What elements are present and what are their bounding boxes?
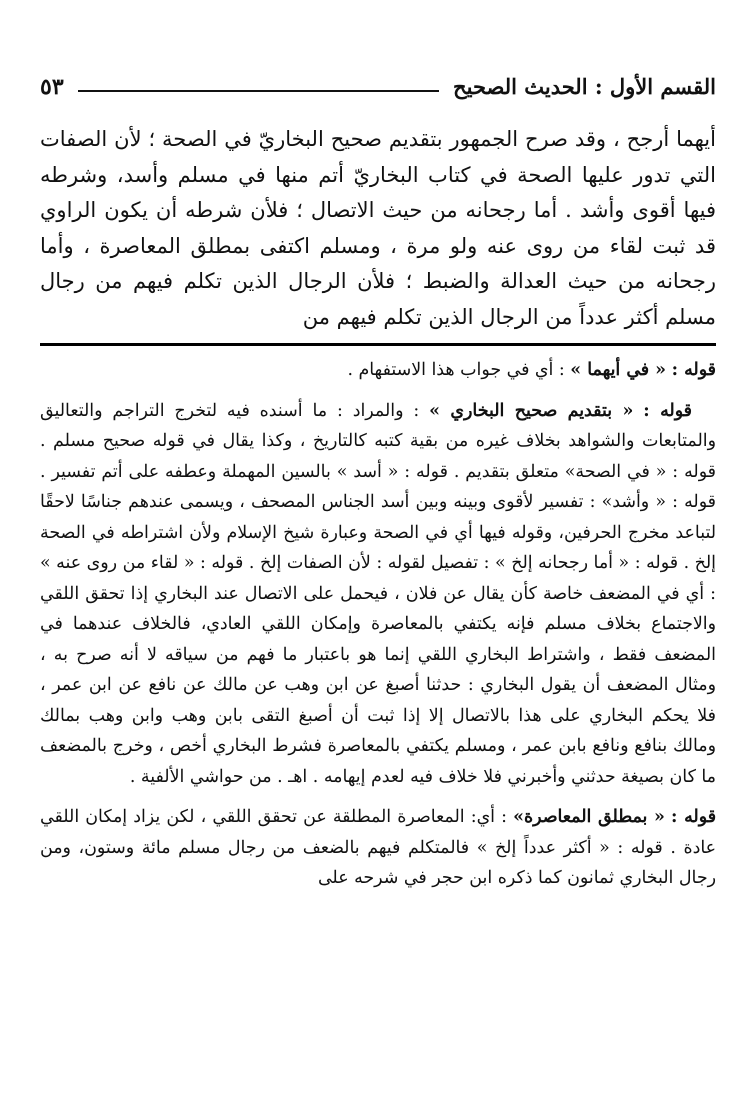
commentary-notes bbox=[40, 355, 716, 904]
header-rule bbox=[78, 90, 439, 92]
commentary-note bbox=[40, 802, 716, 894]
header-title: القسم الأول : الحديث الصحيح bbox=[453, 74, 716, 99]
note-lemma: « بمطلق المعاصرة» bbox=[513, 807, 665, 827]
page-header bbox=[40, 60, 716, 100]
note-text: : أي في جواب هذا الاستفهام . bbox=[347, 360, 565, 380]
commentary-note bbox=[40, 355, 716, 386]
footnote-separator bbox=[40, 343, 716, 346]
note-lemma: « بتقديم صحيح البخاري » bbox=[429, 400, 634, 421]
note-label: قوله : bbox=[671, 807, 717, 827]
note-text: : والمراد : ما أسنده فيه لتخرج التراجم والتعاليق والمتابعات والشواهد بخلاف غيره من بقية كتبه كالتاريخ ، وكذا يقال في قوله صحيح مسلم . قوله : « في الصحة» متعلق بتقديم . قوله : « أسد » بالسين المهملة وعطفه على أتم تفسير . قوله : « وأشد» : تفسير لأقوى وبينه وبين أسد الجناس المصحف ، ويسمى عندهم جناسًا لاحقًا لتباعد مخرج الحرفين، وقوله فيها أي في الصحة وعبارة شيخ الإسلام ولأن اشتراطه في الصحة إلخ . قوله : « أما رجحانه إلخ » : تفصيل لقوله : لأن الصفات إلخ . قوله : « لقاء من روى عنه » : أي في المضعف خاصة كأن يقال عن فلان ، فيحمل على الاتصال عند البخاري إذا تحقق اللقي والاجتماع بخلاف مسلم فإنه يكتفي بالمعاصرة وإمكان اللقي العادي، فالخلاف عندهما في المضعف فقط ، واشتراط البخاري اللقي إنما هو باعتبار ما فهم من سياقه لا أنه صرح به ، ومثال المضعف أن يقول البخاري : حدثنا أصبغ عن ابن وهب عن مالك عن نافع عن ابن عمر ، فلا يحكم البخاري على هذا بالاتصال إلا إذا ثبت أن أصبغ التقى بابن وهب وابن وهب بمالك ومالك بنافع ونافع بابن عمر ، ومسلم يكتفي بالمعاصرة فشرط البخاري أخص ، وخرج بالمضعف ما كان بصيغة حدثني وأخبرني فلا خلاف فيه لعدم إيهامه . اهـ . من حواشي الألفية . bbox=[40, 400, 716, 787]
note-text: : أي: المعاصرة المطلقة عن تحقق اللقي ، لكن يزاد إمكان اللقي عادة . قوله : « أكثر عدداً إلخ » فالمتكلم فيهم بالضعف من رجال مسلم مائة وستون، ومن رجال البخاري ثمانون كما ذكره ابن حجر في شرحه على bbox=[40, 807, 716, 888]
commentary-note bbox=[40, 396, 716, 793]
note-lemma: « في أيهما » bbox=[570, 360, 667, 380]
main-text bbox=[40, 122, 716, 335]
main-paragraph: أيهما أرجح ، وقد صرح الجمهور بتقديم صحيح البخاريّ في الصحة ؛ لأن الصفات التي تدور عليها الصحة في كتاب البخاريّ أتم منها في مسلم وأسد، وشرطه فيها أقوى وأشد . أما رجحانه من حيث الاتصال ؛ فلأن شرطه أن يكون الراوي قد ثبت لقاء من روى عنه ولو مرة ، ومسلم اكتفى بمطلق المعاصرة ، وأما رجحانه من حيث العدالة والضبط ؛ فلأن الرجال الذين تكلم فيهم من رجال مسلم أكثر عدداً من الرجال الذين تكلم فيهم من bbox=[40, 127, 716, 329]
note-label: قوله : bbox=[643, 400, 692, 421]
note-label: قوله : bbox=[671, 360, 716, 380]
page-number: ٥٣ bbox=[40, 74, 64, 100]
